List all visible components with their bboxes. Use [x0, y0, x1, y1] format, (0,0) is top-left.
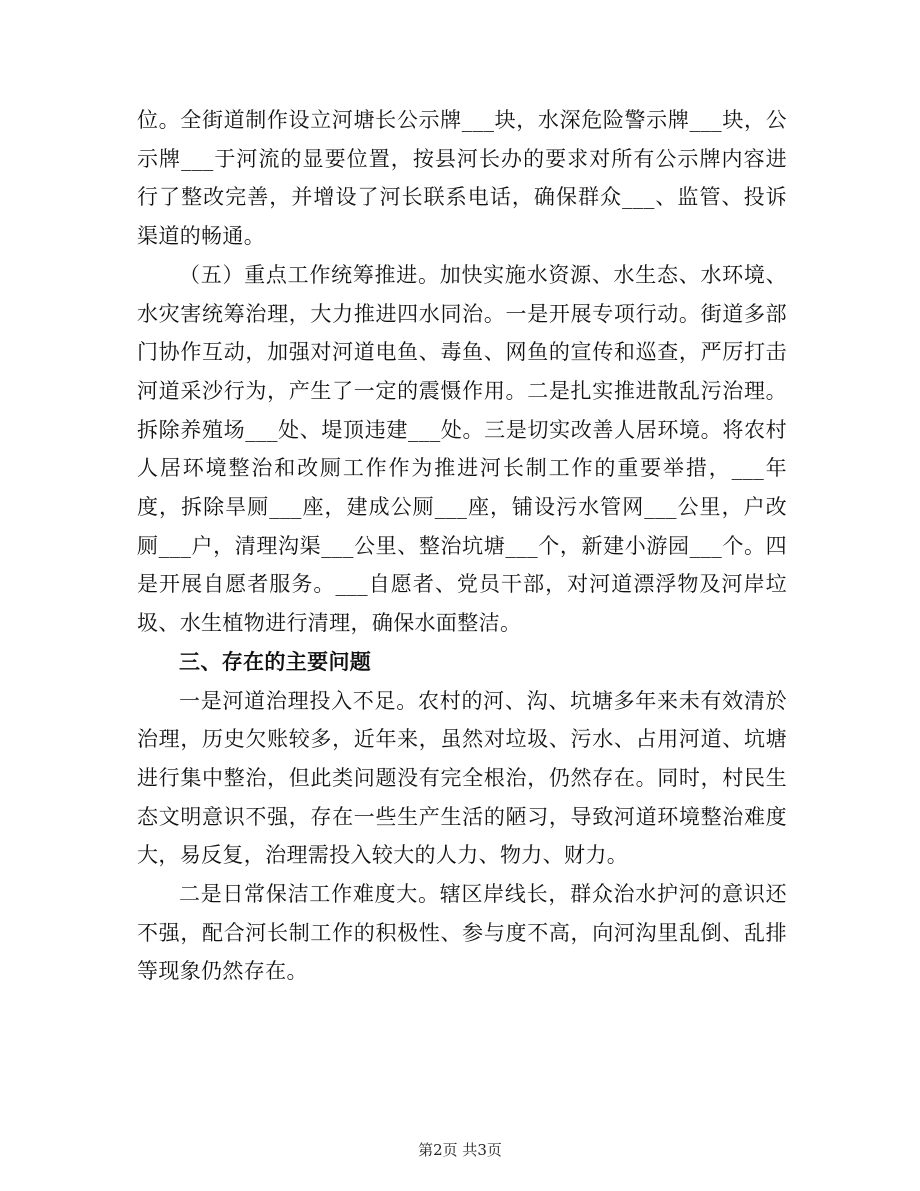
paragraph-key-work: （五）重点工作统筹推进。加快实施水资源、水生态、水环境、水灾害统筹治理，大力推进四水同治。一是开展专项行动。街道多部门协作互动，加强对河道电鱼、毒鱼、网鱼的宣传和巡查，严厉打击河道采沙行为，产生了一定的震慑作用。二是扎实推进散乱污治理。拆除养殖场___处、堤顶违建___处。三是切实改善人居环境。将农村人居环境整治和改厕工作作为推进河长制工作的重要举措，___年度，拆除旱厕___座，建成公厕___座，铺设污水管网___公里，户改厕___户，清理沟渠___公里、整治坑塘___个，新建小游园___个。四是开展自愿者服务。___自愿者、党员干部，对河道漂浮物及河岸垃圾、水生植物进行清理，确保水面整洁。	[137, 262, 787, 636]
section-heading-problems: 三、存在的主要问题	[179, 648, 372, 674]
paragraph-problem-two: 二是日常保洁工作难度大。辖区岸线长，群众治水护河的意识还不强，配合河长制工作的积极性、参与度不高，向河沟里乱倒、乱排等现象仍然存在。	[137, 882, 787, 984]
document-body	[137, 101, 787, 991]
page-number-footer: 第2页 共3页	[418, 1141, 502, 1159]
paragraph-problem-one: 一是河道治理投入不足。农村的河、沟、坑塘多年来未有效清於治理，历史欠账较多，近年来，虽然对垃圾、污水、占用河道、坑塘进行集中整治，但此类问题没有完全根治，仍然存在。同时，村民生态文明意识不强，存在一些生产生活的陋习，导致河道环境整治难度大，易反复，治理需投入较大的人力、物力、财力。	[137, 688, 787, 868]
paragraph-continued: 位。全街道制作设立河塘长公示牌___块，水深危险警示牌___块，公示牌___于河流的显要位置，按县河长办的要求对所有公示牌内容进行了整改完善，并增设了河长联系电话，确保群众___、监管、投诉渠道的畅通。	[137, 108, 787, 249]
